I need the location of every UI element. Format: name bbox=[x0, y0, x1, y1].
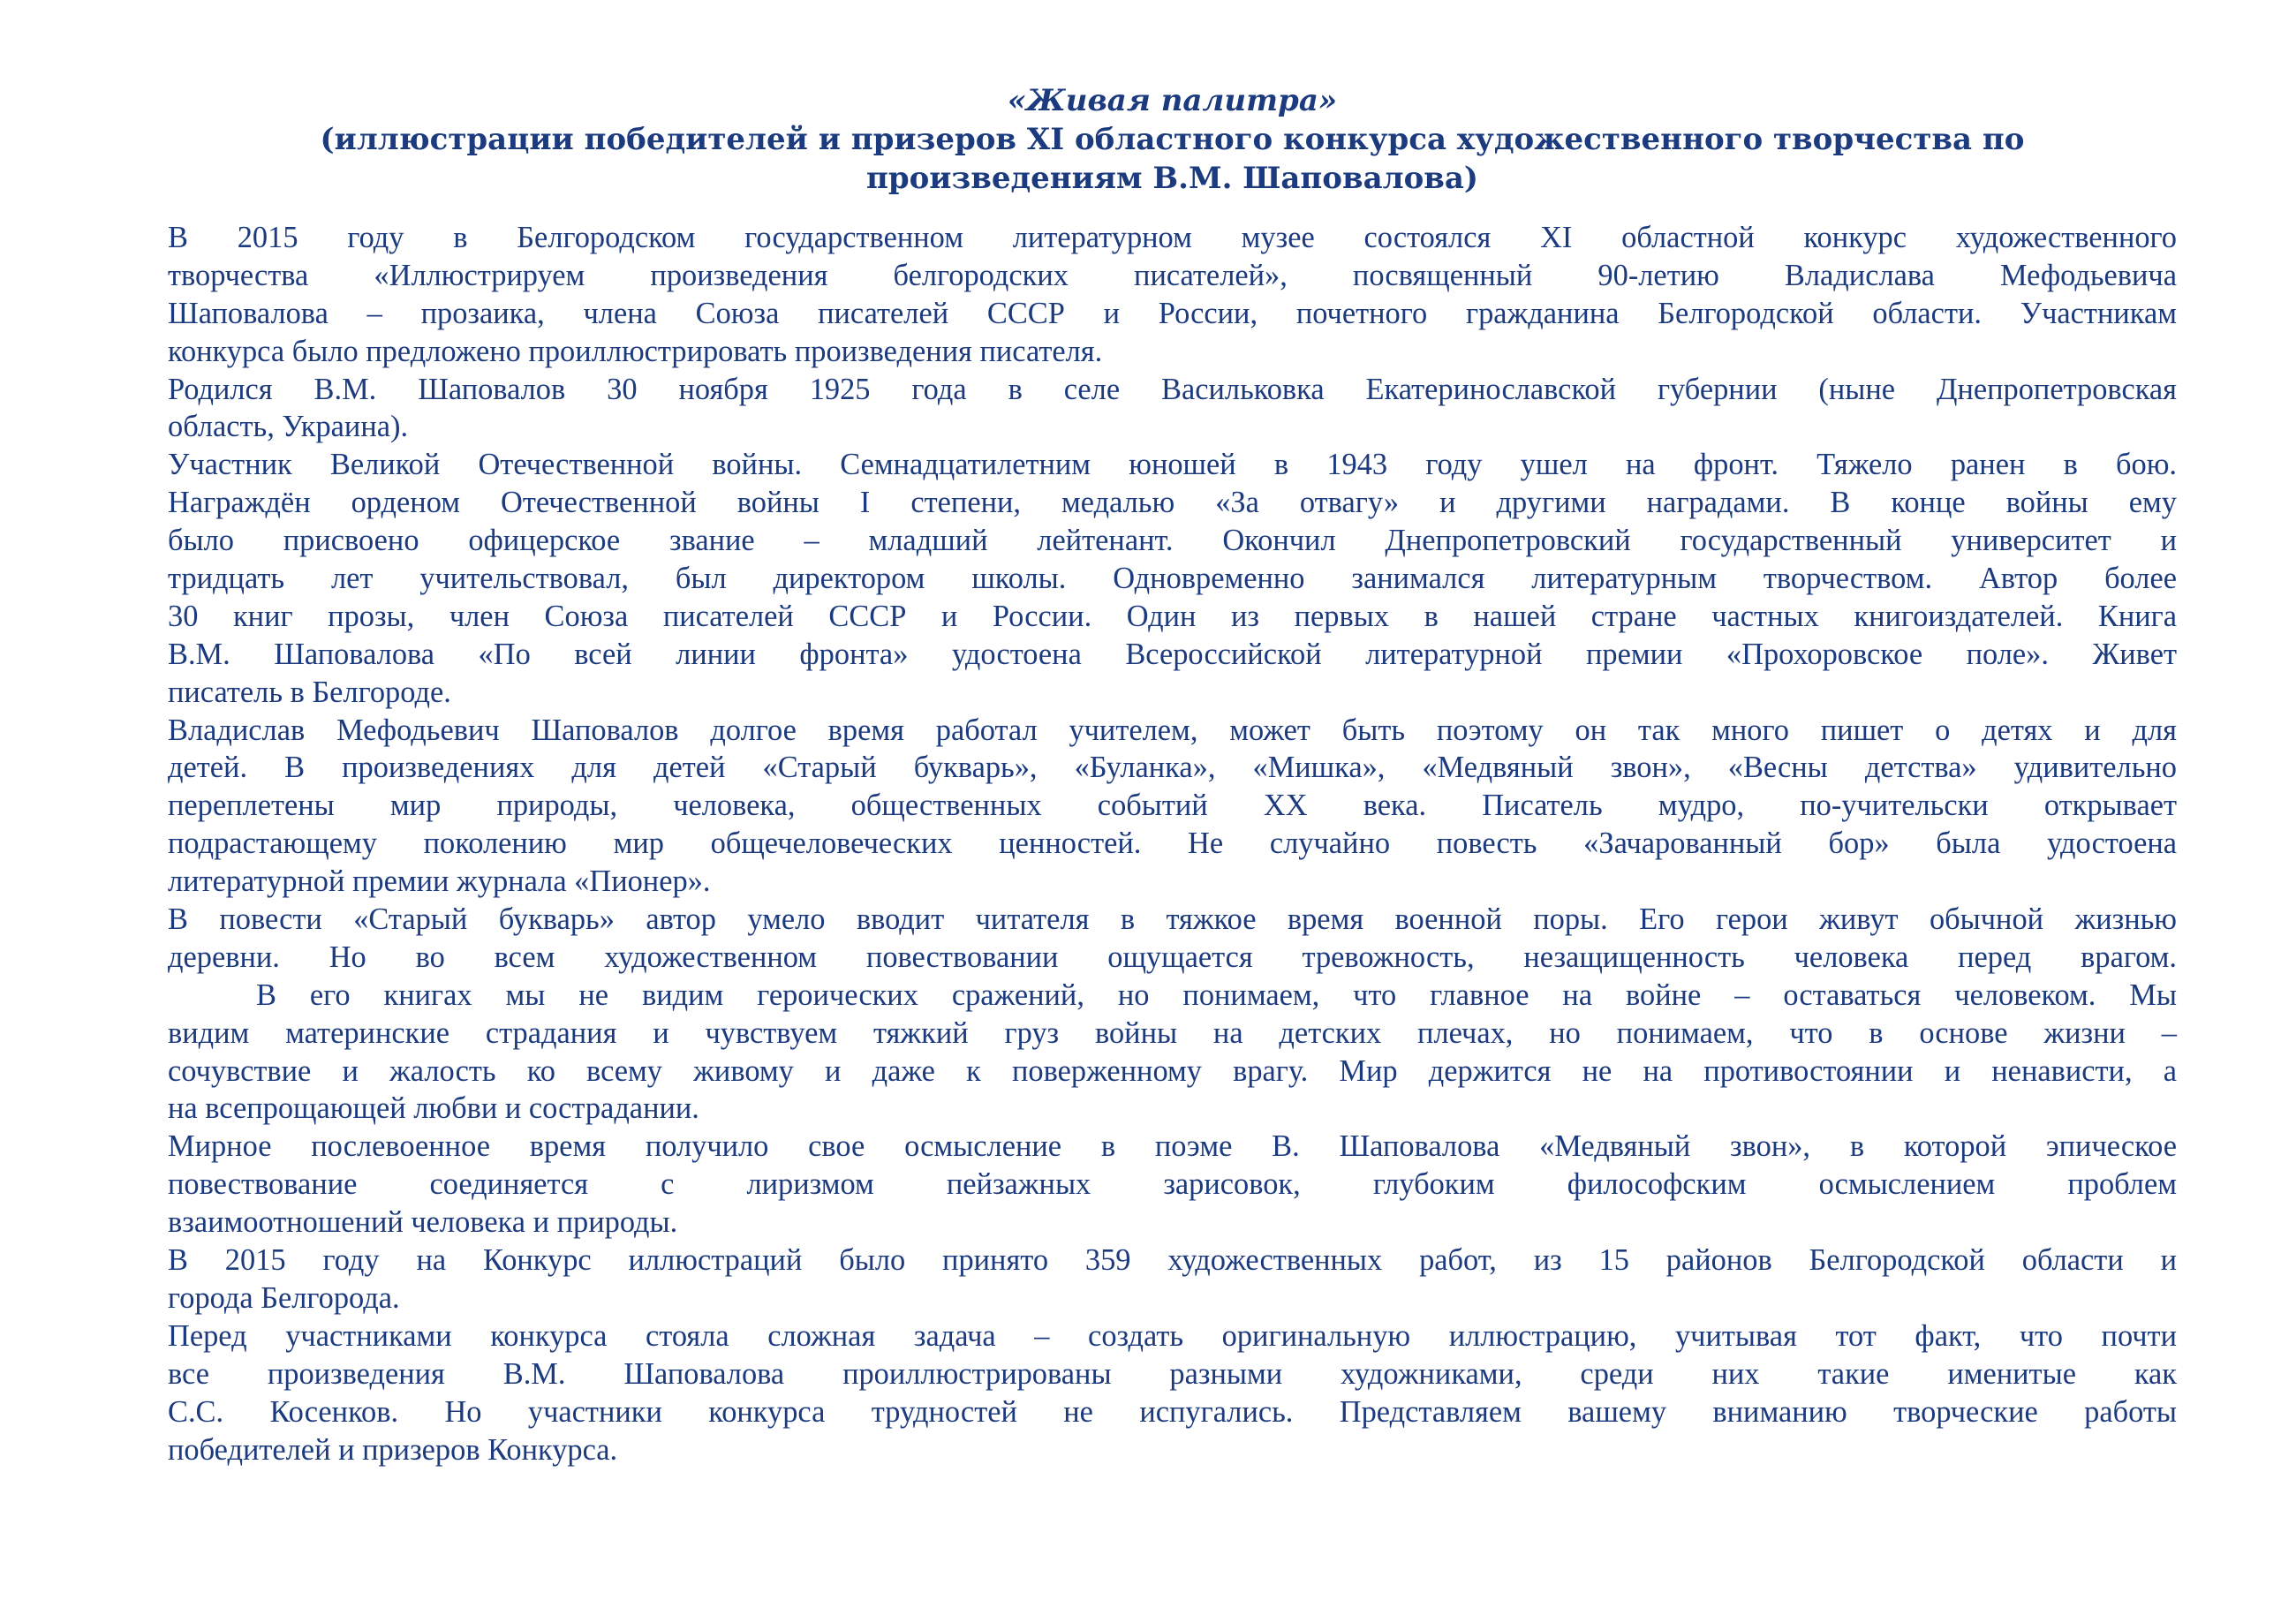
body-line: было присвоено офицерское звание – младший лейтенант. Окончил Днепропетровский государственный университет и bbox=[168, 524, 2177, 558]
body-line: детей. В произведениях для детей «Старый букварь», «Буланка», «Мишка», «Медвяный звон», «Весны детства» удивительно bbox=[168, 751, 2177, 785]
body-line: писатель в Белгороде. bbox=[168, 675, 451, 709]
body-line: Владислав Мефодьевич Шаповалов долгое время работал учителем, может быть поэтому он так много пишет о детях и для bbox=[168, 713, 2177, 747]
body-line: повествование соединяется с лиризмом пейзажных зарисовок, глубоким философским осмыслением проблем bbox=[168, 1167, 2177, 1202]
body-line: В его книгах мы не видим героических сражений, но понимаем, что главное на войне – оставаться человеком. Мы bbox=[256, 978, 2177, 1012]
body-line: Мирное послевоенное время получило свое осмысление в поэме В. Шаповалова «Медвяный звон», в которой эпическое bbox=[168, 1129, 2177, 1164]
body-line: взаимоотношений человека и природы. bbox=[168, 1205, 678, 1240]
body-line: творчества «Иллюстрируем произведения белгородских писателей», посвященный 90-летию Владислава Мефодьевича bbox=[168, 258, 2177, 292]
body-line: переплетены мир природы, человека, общественных событий XX века. Писатель мудро, по-учительски открывает bbox=[168, 789, 2177, 823]
body-line: конкурса было предложено проиллюстрировать произведения писателя. bbox=[168, 334, 1103, 368]
document-body bbox=[168, 219, 2177, 1468]
body-line: Родился В.М. Шаповалов 30 ноября 1925 года в селе Васильковка Екатеринославской губернии (ныне Днепропетровская bbox=[168, 372, 2177, 406]
document-title bbox=[168, 81, 2177, 198]
body-line: подрастающему поколению мир общечеловеческих ценностей. Не случайно повесть «Зачарованный бор» была удостоена bbox=[168, 827, 2177, 861]
title-line-3: произведениям В.М. Шаповалова) bbox=[865, 161, 1479, 196]
body-line: Участник Великой Отечественной войны. Семнадцатилетним юношей в 1943 году ушел на фронт. Тяжело ранен в бою. bbox=[168, 448, 2177, 482]
body-line: на всепрощающей любви и сострадании. bbox=[168, 1091, 699, 1126]
body-line: сочувствие и жалость ко всему живому и даже к поверженному врагу. Мир держится не на противостоянии и ненависти, а bbox=[168, 1053, 2177, 1088]
body-line: область, Украина). bbox=[168, 410, 409, 444]
body-line: победителей и призеров Конкурса. bbox=[168, 1432, 618, 1467]
body-line: Перед участниками конкурса стояла сложная задача – создать оригинальную иллюстрацию, учитывая тот факт, что почти bbox=[168, 1318, 2177, 1353]
title-line-2: (иллюстрации победителей и призеров XI областного конкурса художественного творчества по bbox=[320, 122, 2025, 157]
body-line: В 2015 году на Конкурс иллюстраций было принято 359 художественных работ, из 15 районов Белгородской области и bbox=[168, 1243, 2177, 1278]
body-line: В 2015 году в Белгородском государственном литературном музее состоялся XI областной конкурс художественного bbox=[168, 221, 2177, 254]
body-line: 30 книг прозы, член Союза писателей СССР и России. Один из первых в нашей стране частных книгоиздателей. Книга bbox=[168, 599, 2177, 633]
body-line: Шаповалова – прозаика, члена Союза писателей СССР и России, почетного гражданина Белгородской области. Участникам bbox=[168, 296, 2177, 330]
body-line: тридцать лет учительствовал, был директором школы. Одновременно занимался литературным творчеством. Автор более bbox=[168, 562, 2177, 596]
title-line-1: «Живая палитра» bbox=[1007, 83, 1338, 118]
body-line: В.М. Шаповалова «По всей линии фронта» удостоена Всероссийской литературной премии «Прохоровское поле». Живет bbox=[168, 637, 2177, 671]
body-line: города Белгорода. bbox=[168, 1280, 400, 1315]
body-line: С.С. Косенков. Но участники конкурса трудностей не испугались. Представляем вашему вниманию творческие работы bbox=[168, 1394, 2177, 1429]
body-line: видим материнские страдания и чувствуем тяжкий груз войны на детских плечах, но понимаем, что в основе жизни – bbox=[168, 1015, 2177, 1050]
body-line: литературной премии журнала «Пионер». bbox=[168, 864, 711, 899]
body-line: В повести «Старый букварь» автор умело вводит читателя в тяжкое время военной поры. Его герои живут обычной жизнью bbox=[168, 902, 2177, 937]
body-line: все произведения В.М. Шаповалова проиллюстрированы разными художниками, среди них такие именитые как bbox=[168, 1356, 2177, 1391]
body-line: деревни. Но во всем художественном повествовании ощущается тревожность, незащищенность человека перед врагом. bbox=[168, 940, 2177, 974]
body-line: Награждён орденом Отечественной войны I степени, медалью «За отвагу» и другими наградами. В конце войны ему bbox=[168, 486, 2177, 520]
